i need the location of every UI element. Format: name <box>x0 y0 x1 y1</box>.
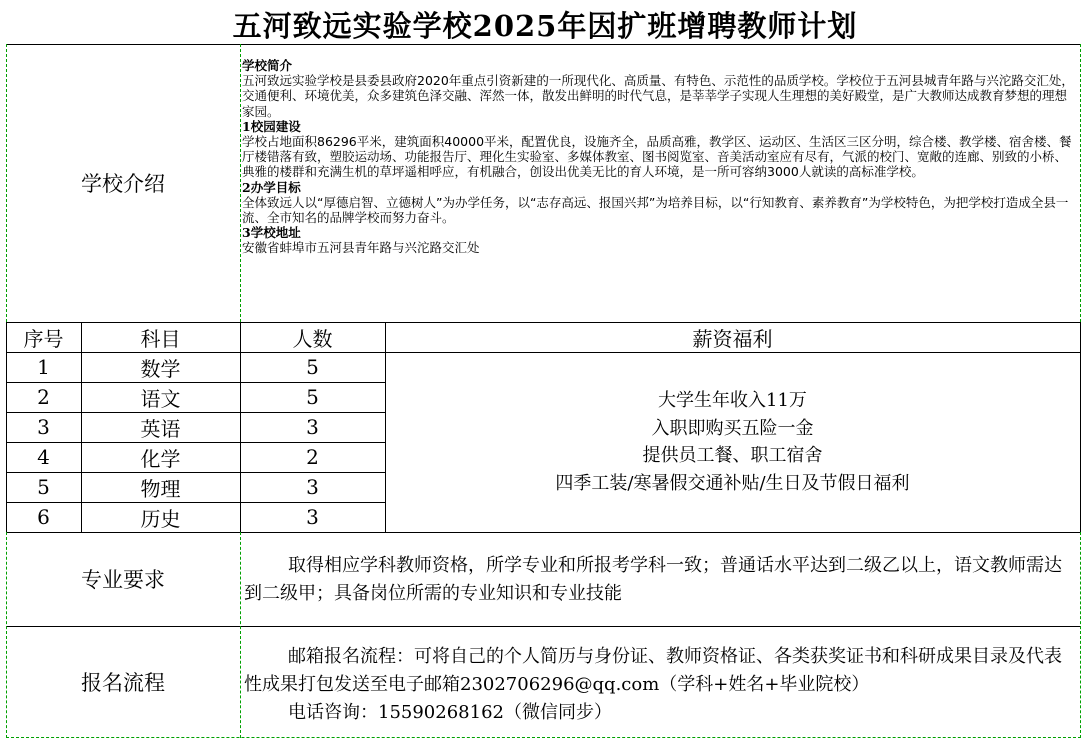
intro-label: 学校介绍 <box>81 172 165 196</box>
benefit-item: 四季工装/寒暑假交通补贴/生日及节假日福利 <box>555 472 910 494</box>
header-subject: 科目 <box>140 326 181 351</box>
row-5-count: 3 <box>306 475 319 499</box>
requirements-label: 专业要求 <box>81 568 165 592</box>
intro-heading-goals: 2办学目标 <box>242 179 301 195</box>
row-1-count: 5 <box>306 355 319 379</box>
row-2-no: 2 <box>37 385 50 409</box>
benefit-item: 入职即购买五险一金 <box>651 417 814 439</box>
signup-phone-line: 电话咨询：15590268162（微信同步） <box>288 702 612 723</box>
header-no: 序号 <box>23 326 64 351</box>
signup-email-line: 邮箱报名流程：可将自己的个人简历与身份证、教师资格证、各类获奖证书和科研成果目录及代表性成果打包发送至电子邮箱2302706296@qq.com（学科+姓名+毕业院校） <box>244 646 1062 695</box>
row-6-count: 3 <box>306 505 319 529</box>
row-3-no: 3 <box>37 415 50 439</box>
row-2-subject: 语文 <box>140 386 181 411</box>
intro-content <box>242 58 1078 320</box>
benefits-list <box>555 387 909 497</box>
intro-text-campus: 学校占地面积86296平米，建筑面积40000平米，配置优良，设施齐全，品质高雅，教学区、运动区、生活区三区分明，综合楼、教学楼、宿舍楼、餐厅楼错落有致，塑胶运动场、功能报告厅、理化生实验室、多媒体教室、图书阅览室、音美活动室应有尽有，气派的校门、宽敞的连廊、别致的小桥、典雅的楼群和充满生机的草坪遥相呼应，有机融合，创设出优美无比的育人环境，是一所可容纳3000人就读的高标准学校。 <box>242 134 1072 180</box>
signup-text <box>244 643 1076 733</box>
benefit-item: 大学生年收入11万 <box>658 390 807 411</box>
row-5-subject: 物理 <box>140 476 181 501</box>
row-2-count: 5 <box>306 385 319 409</box>
header-salary: 薪资福利 <box>692 326 773 351</box>
row-4-subject: 化学 <box>140 446 181 471</box>
intro-text-goals: 全体致远人以“厚德启智、立德树人”为办学任务，以“志存高远、报国兴邦”为培养目标，以“行知教育、素养教育”为学校特色，为把学校打造成全县一流、全市知名的品牌学校而努力奋斗。 <box>242 194 1069 226</box>
benefit-item: 提供员工餐、职工宿舍 <box>642 445 823 466</box>
row-1-subject: 数学 <box>140 356 181 381</box>
row-3-subject: 英语 <box>140 416 181 441</box>
intro-heading-profile: 学校简介 <box>242 58 293 73</box>
row-6-subject: 历史 <box>140 506 181 531</box>
row-4-no: 4 <box>37 445 50 469</box>
intro-text-address: 安徽省蚌埠市五河县青年路与兴沱路交汇处 <box>242 240 480 256</box>
requirements-text: 取得相应学科教师资格，所学专业和所报考学科一致；普通话水平达到二级乙以上，语文教师需达到二级甲；具备岗位所需的专业知识和专业技能 <box>244 555 1062 604</box>
header-count: 人数 <box>292 326 333 351</box>
benefits-cell <box>385 352 1080 532</box>
row-1-no: 1 <box>37 355 50 379</box>
intro-heading-campus: 1校园建设 <box>242 118 301 134</box>
row-4-count: 2 <box>306 445 319 469</box>
signup-label: 报名流程 <box>81 671 165 695</box>
intro-text-profile: 五河致远实验学校是县委县政府2020年重点引资新建的一所现代化、高质量、有特色、示范性的品质学校。学校位于五河县城青年路与兴沱路交汇处，交通便利、环境优美，众多建筑色泽交融、浑然一体，散发出鲜明的时代气息，是莘莘学子实现人生理想的美好殿堂，是广大教师达成教育梦想的理想家园。 <box>242 73 1074 119</box>
intro-heading-address: 3学校地址 <box>242 225 301 241</box>
row-6-no: 6 <box>37 505 50 529</box>
page-title: 五河致远实验学校2025年因扩班增聘教师计划 <box>232 8 858 43</box>
row-5-no: 5 <box>37 475 50 499</box>
row-3-count: 3 <box>306 415 319 439</box>
